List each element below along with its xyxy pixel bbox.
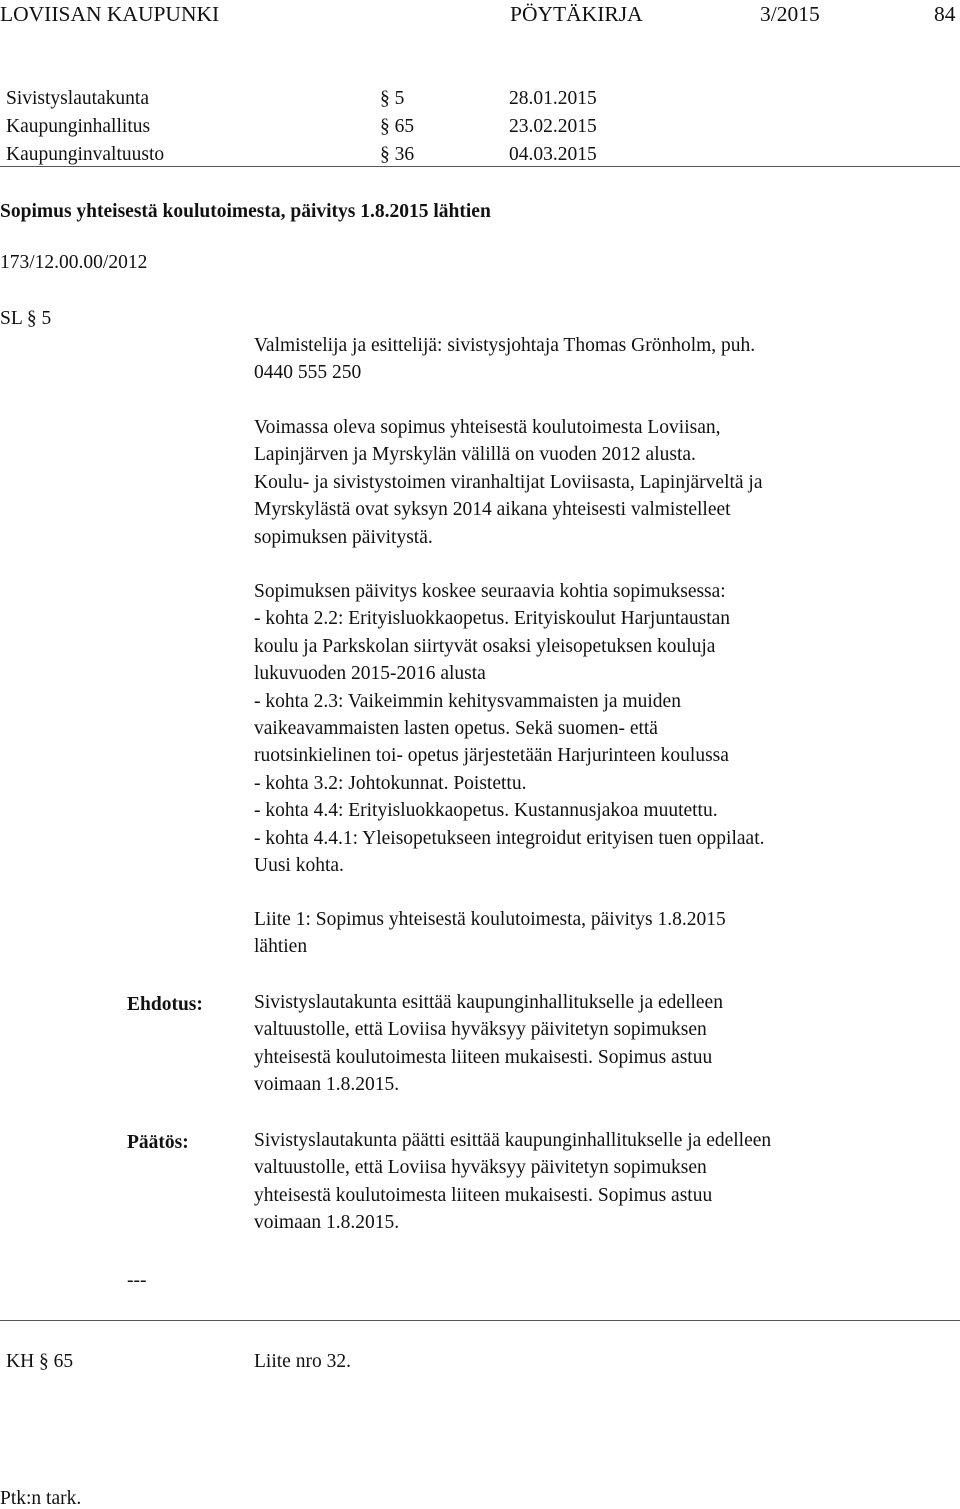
changes-paragraph — [254, 578, 894, 879]
decision-line: voimaan 1.8.2015. — [254, 1212, 400, 1234]
changes-line: koulu ja Parkskolan siirtyvät osaksi yleisopetuksen kouluja — [254, 635, 716, 657]
decision-line: valtuustolle, että Loviisa hyväksyy päivitetyn sopimuksen — [254, 1157, 707, 1179]
changes-line: - kohta 2.3: Vaikeimmin kehitysvammaisten ja muiden — [254, 690, 681, 712]
attachment-note — [254, 906, 894, 961]
changes-line: - kohta 2.2: Erityisluokkaopetus. Erityiskoulut Harjuntaustan — [254, 608, 731, 630]
changes-line: - kohta 4.4: Erityisluokkaopetus. Kustannusjakoa muutettu. — [254, 800, 718, 822]
meeting-body: Kaupunginhallitus — [6, 116, 151, 137]
attachment-line: lähtien — [254, 936, 308, 958]
changes-line: vaikeavammaisten lasten opetus. Sekä suomen- että — [254, 718, 658, 740]
section-divider — [0, 1320, 960, 1321]
meeting-body: Sivistyslautakunta — [6, 88, 149, 109]
decision-label: Päätös: — [127, 1132, 189, 1153]
case-reference: 173/12.00.00/2012 — [0, 252, 148, 273]
header-organization: LOVIISAN KAUPUNKI — [0, 2, 220, 26]
kh-attachment: Liite nro 32. — [254, 1351, 351, 1372]
header-doc-type: PÖYTÄKIRJA — [510, 2, 643, 26]
changes-line: lukuvuoden 2015-2016 alusta — [254, 663, 486, 685]
body-line: Koulu- ja sivistystoimen viranhaltijat Loviisasta, Lapinjärveltä ja — [254, 471, 763, 493]
meeting-body: Kaupunginvaltuusto — [6, 144, 165, 165]
changes-line: - kohta 4.4.1: Yleisopetukseen integroidut erityisen tuen oppilaat. — [254, 827, 765, 849]
preparer — [254, 332, 894, 387]
attachment-line: Liite 1: Sopimus yhteisestä koulutoimesta, päivitys 1.8.2015 — [254, 909, 726, 930]
header-page-number: 84 — [934, 2, 956, 26]
changes-line: ruotsinkielinen toi- opetus järjestetään Harjurinteen koulussa — [254, 745, 729, 767]
changes-line: - kohta 3.2: Johtokunnat. Poistettu. — [254, 772, 527, 794]
sl-label: SL § 5 — [0, 308, 52, 329]
meeting-date: 28.01.2015 — [509, 88, 597, 109]
section-separator: --- — [127, 1270, 147, 1291]
meeting-date: 23.02.2015 — [509, 116, 597, 137]
page-title: Sopimus yhteisestä koulutoimesta, päivitys 1.8.2015 lähtien — [0, 201, 491, 222]
proposal-line: yhteisestä koulutoimesta liiteen mukaisesti. Sopimus astuu — [254, 1046, 713, 1068]
preparer-line: Valmistelija ja esittelijä: sivistysjohtaja Thomas Grönholm, puh. — [254, 335, 756, 356]
proposal-text — [254, 989, 894, 1099]
body-line: Lapinjärven ja Myrskylän välillä on vuoden 2012 alusta. — [254, 444, 696, 466]
changes-line: Uusi kohta. — [254, 855, 344, 877]
kh-label: KH § 65 — [6, 1351, 74, 1372]
body-line: Myrskylästä ovat syksyn 2014 aikana yhteisesti valmistelleet — [254, 499, 731, 521]
meeting-date: 04.03.2015 — [509, 144, 597, 165]
header-meeting-number: 3/2015 — [760, 2, 820, 26]
body-line: Voimassa oleva sopimus yhteisestä koulutoimesta Loviisan, — [254, 417, 721, 438]
header-divider — [0, 166, 960, 167]
decision-text — [254, 1127, 894, 1237]
meeting-section: § 65 — [380, 116, 415, 137]
preparer-line: 0440 555 250 — [254, 362, 362, 384]
proposal-line: voimaan 1.8.2015. — [254, 1074, 400, 1096]
decision-line: yhteisestä koulutoimesta liiteen mukaisesti. Sopimus astuu — [254, 1184, 713, 1206]
body-paragraph — [254, 414, 894, 551]
proposal-line: Sivistyslautakunta esittää kaupunginhallitukselle ja edelleen — [254, 992, 723, 1013]
body-line: sopimuksen päivitystä. — [254, 526, 433, 548]
meeting-section: § 36 — [380, 144, 415, 165]
proposal-label: Ehdotus: — [127, 994, 203, 1015]
changes-line: Sopimuksen päivitys koskee seuraavia kohtia sopimuksessa: — [254, 581, 726, 602]
decision-line: Sivistyslautakunta päätti esittää kaupunginhallitukselle ja edelleen — [254, 1130, 772, 1151]
proposal-line: valtuustolle, että Loviisa hyväksyy päivitetyn sopimuksen — [254, 1019, 707, 1041]
meeting-section: § 5 — [380, 88, 405, 109]
footer-check: Ptk:n tark. — [0, 1488, 82, 1509]
